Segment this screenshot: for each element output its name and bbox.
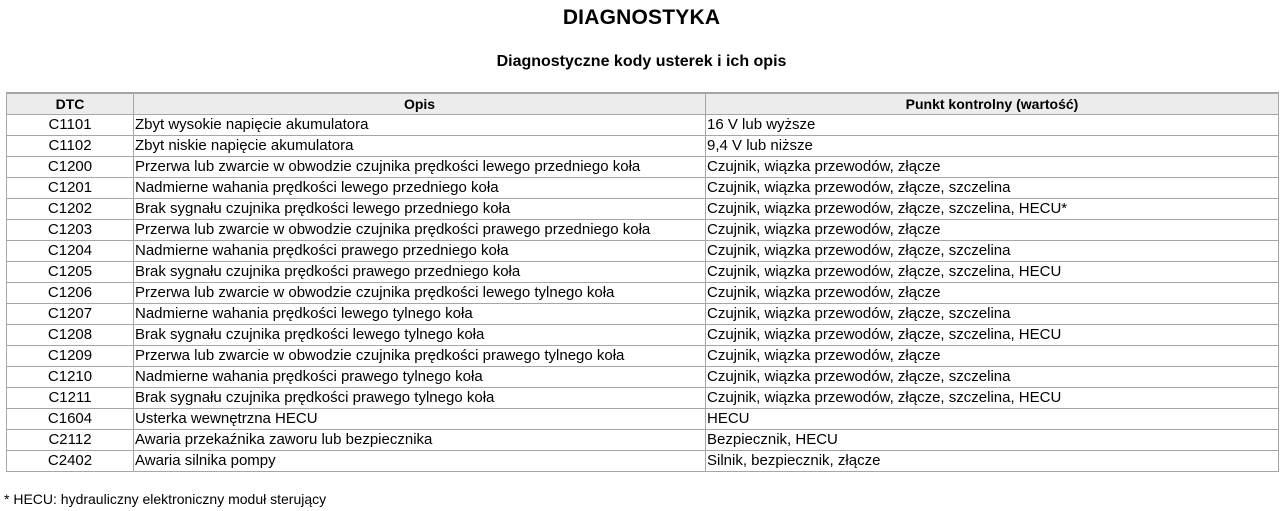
table-row xyxy=(7,157,1279,178)
checkpoint-cell: Czujnik, wiązka przewodów, złącze, szczelina, HECU xyxy=(706,325,1279,346)
checkpoint-cell: Czujnik, wiązka przewodów, złącze, szczelina, HECU* xyxy=(706,199,1279,220)
table-body xyxy=(7,115,1279,472)
table-header-row xyxy=(7,93,1279,115)
checkpoint-cell: 9,4 V lub niższe xyxy=(706,136,1279,157)
checkpoint-cell: Czujnik, wiązka przewodów, złącze xyxy=(706,283,1279,304)
description-cell: Przerwa lub zwarcie w obwodzie czujnika prędkości lewego przedniego koła xyxy=(134,157,706,178)
description-cell: Brak sygnału czujnika prędkości lewego tylnego koła xyxy=(134,325,706,346)
dtc-code-cell: C1208 xyxy=(7,325,134,346)
description-cell: Awaria przekaźnika zaworu lub bezpiecznika xyxy=(134,430,706,451)
table-row xyxy=(7,430,1279,451)
description-cell: Nadmierne wahania prędkości prawego przedniego koła xyxy=(134,241,706,262)
dtc-code-cell: C1207 xyxy=(7,304,134,325)
dtc-code-cell: C1200 xyxy=(7,157,134,178)
dtc-code-cell: C1205 xyxy=(7,262,134,283)
checkpoint-cell: Czujnik, wiązka przewodów, złącze, szczelina xyxy=(706,367,1279,388)
dtc-code-cell: C1210 xyxy=(7,367,134,388)
checkpoint-cell: Czujnik, wiązka przewodów, złącze xyxy=(706,157,1279,178)
description-cell: Przerwa lub zwarcie w obwodzie czujnika prędkości lewego tylnego koła xyxy=(134,283,706,304)
description-cell: Przerwa lub zwarcie w obwodzie czujnika prędkości prawego przedniego koła xyxy=(134,220,706,241)
dtc-code-cell: C2112 xyxy=(7,430,134,451)
checkpoint-cell: Czujnik, wiązka przewodów, złącze, szczelina, HECU xyxy=(706,388,1279,409)
dtc-code-cell: C1202 xyxy=(7,199,134,220)
checkpoint-cell: 16 V lub wyższe xyxy=(706,115,1279,136)
table-row xyxy=(7,304,1279,325)
dtc-code-cell: C2402 xyxy=(7,451,134,472)
column-header-punkt-kontrolny: Punkt kontrolny (wartość) xyxy=(706,93,1279,115)
table-row xyxy=(7,451,1279,472)
column-header-opis: Opis xyxy=(134,93,706,115)
description-cell: Usterka wewnętrzna HECU xyxy=(134,409,706,430)
checkpoint-cell: HECU xyxy=(706,409,1279,430)
description-cell: Przerwa lub zwarcie w obwodzie czujnika prędkości prawego tylnego koła xyxy=(134,346,706,367)
checkpoint-cell: Czujnik, wiązka przewodów, złącze, szczelina xyxy=(706,241,1279,262)
table-row xyxy=(7,409,1279,430)
table-row xyxy=(7,241,1279,262)
dtc-code-cell: C1203 xyxy=(7,220,134,241)
dtc-code-cell: C1211 xyxy=(7,388,134,409)
checkpoint-cell: Czujnik, wiązka przewodów, złącze, szczelina, HECU xyxy=(706,262,1279,283)
table-row xyxy=(7,178,1279,199)
dtc-table xyxy=(6,92,1279,472)
description-cell: Zbyt wysokie napięcie akumulatora xyxy=(134,115,706,136)
table-row xyxy=(7,367,1279,388)
table-row xyxy=(7,262,1279,283)
description-cell: Brak sygnału czujnika prędkości prawego tylnego koła xyxy=(134,388,706,409)
checkpoint-cell: Czujnik, wiązka przewodów, złącze, szczelina xyxy=(706,304,1279,325)
description-cell: Brak sygnału czujnika prędkości prawego przedniego koła xyxy=(134,262,706,283)
description-cell: Nadmierne wahania prędkości lewego tylnego koła xyxy=(134,304,706,325)
table-row xyxy=(7,220,1279,241)
checkpoint-cell: Czujnik, wiązka przewodów, złącze xyxy=(706,346,1279,367)
table-caption: Diagnostyczne kody usterek i ich opis xyxy=(496,53,787,70)
dtc-code-cell: C1604 xyxy=(7,409,134,430)
dtc-code-cell: C1209 xyxy=(7,346,134,367)
table-row xyxy=(7,199,1279,220)
checkpoint-cell: Czujnik, wiązka przewodów, złącze, szczelina xyxy=(706,178,1279,199)
checkpoint-cell: Silnik, bezpiecznik, złącze xyxy=(706,451,1279,472)
dtc-code-cell: C1102 xyxy=(7,136,134,157)
footnote: * HECU: hydrauliczny elektroniczny moduł sterujący xyxy=(4,491,327,507)
table-row xyxy=(7,115,1279,136)
column-header-dtc: DTC xyxy=(7,93,134,115)
dtc-code-cell: C1206 xyxy=(7,283,134,304)
table-row xyxy=(7,388,1279,409)
dtc-code-cell: C1101 xyxy=(7,115,134,136)
table-row xyxy=(7,346,1279,367)
dtc-code-cell: C1201 xyxy=(7,178,134,199)
page-title: DIAGNOSTYKA xyxy=(562,6,721,29)
table-row xyxy=(7,136,1279,157)
description-cell: Zbyt niskie napięcie akumulatora xyxy=(134,136,706,157)
description-cell: Nadmierne wahania prędkości prawego tylnego koła xyxy=(134,367,706,388)
dtc-code-cell: C1204 xyxy=(7,241,134,262)
table-row xyxy=(7,283,1279,304)
checkpoint-cell: Czujnik, wiązka przewodów, złącze xyxy=(706,220,1279,241)
checkpoint-cell: Bezpiecznik, HECU xyxy=(706,430,1279,451)
description-cell: Nadmierne wahania prędkości lewego przedniego koła xyxy=(134,178,706,199)
description-cell: Awaria silnika pompy xyxy=(134,451,706,472)
table-row xyxy=(7,325,1279,346)
description-cell: Brak sygnału czujnika prędkości lewego przedniego koła xyxy=(134,199,706,220)
